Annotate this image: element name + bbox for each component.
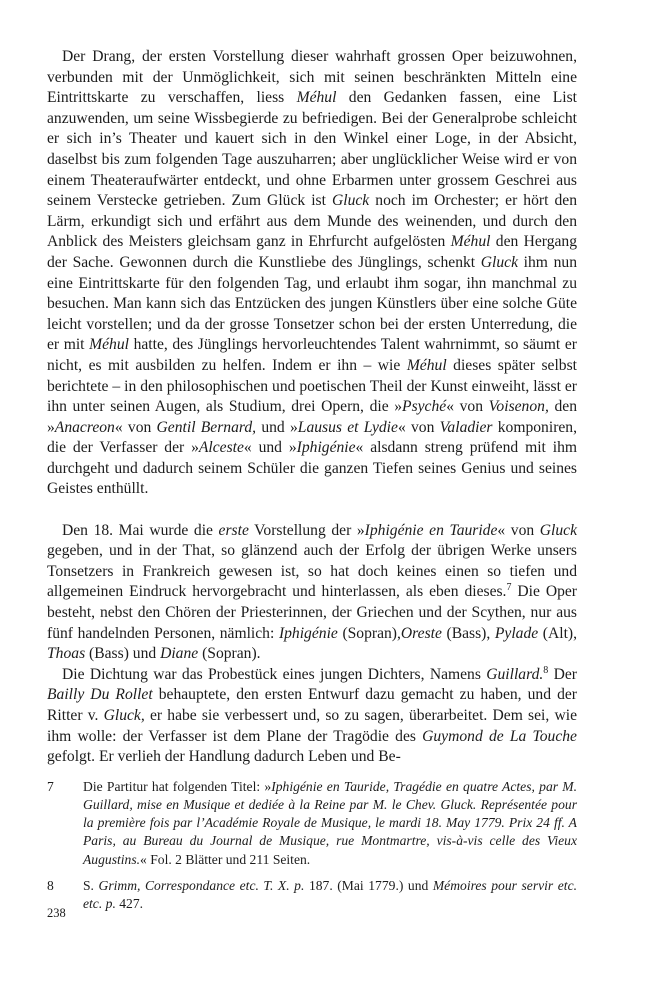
text-run: Die Dichtung war das Probestück eines jungen Dichters, Namens (62, 665, 487, 683)
footnote-ref: 8 (543, 664, 549, 676)
text-run: und » (256, 418, 298, 436)
italic-text: Iphigénie (296, 439, 356, 457)
text-run: (Alt), (538, 624, 577, 642)
italic-text: Voisenon, (488, 398, 549, 416)
text-run: « von (114, 418, 157, 436)
page-content (47, 47, 577, 921)
italic-text: Alceste (198, 439, 244, 457)
italic-text: Grimm, Correspondance etc. T. X. p. (98, 877, 305, 893)
text-run: « Fol. 2 Blätter und 211 Seiten. (140, 851, 311, 867)
footnote-text (83, 877, 577, 913)
text-run: Den 18. Mai wurde die (62, 521, 219, 539)
italic-text: Oreste (400, 624, 442, 642)
text-run: 427. (115, 896, 144, 911)
text-run: « alsdann streng prüfend mit ihm durchgeht und dadurch seinem Schüler die ganzen Tiefen seines Genius und seines Geistes enthüllt. (47, 439, 577, 498)
italic-text: Iphigénie en Tauride (364, 521, 498, 539)
italic-text: Iphigénie (278, 624, 338, 642)
text-run: (Sopran). (198, 645, 261, 663)
body-text (47, 47, 577, 768)
text-run: komponiren, die der Verfasser der » (47, 418, 577, 457)
italic-text: Méhul (406, 356, 447, 374)
italic-text: Guillard. (486, 665, 544, 683)
paragraph-premiere (47, 521, 577, 665)
text-run: 187. (Mai 1779.) und (304, 877, 433, 893)
paragraph-libretto (47, 665, 577, 768)
italic-text: Valadier (439, 418, 493, 436)
text-run: S. (83, 877, 99, 893)
text-run: den Hergang der Sache. Gewonnen durch die Kunstliebe des Jünglings, schenkt (47, 233, 578, 271)
footnote-number: 8 (47, 877, 54, 893)
italic-text: Gluck (480, 253, 519, 271)
text-run: Vorstellung der » (248, 521, 365, 539)
italic-text: Psyché (402, 398, 447, 416)
text-run: Der (548, 665, 577, 683)
text-run: (Bass), (441, 624, 495, 642)
italic-text: Guymond de La Touche (422, 727, 577, 745)
italic-text: Iphigénie en Tauride, Tragédie en quatre Actes, par M. Guillard, mise en Musique et dediée à la Reine par M. le Chev. Gluck. Représentée pour la première fois par l’Académie Royale de Musique, le mardi 18. May 1779. Prix 24 ff. A Paris, au Bureau du Journal de Musique, rue Montmartre, vis-à-vis celle des Vieux Augustins. (83, 778, 578, 867)
text-run: gegeben, und in der That, so glänzend auch der Erfolg der übrigen Werke unsers Tonsetzers in Frankreich gewesen ist, so hat doch keines einen so tiefen und allgemeinen Eindruck hervorgebracht und hinterlassen, als eben dieses. (47, 542, 577, 601)
footnote-8 (47, 877, 577, 913)
footnote-text (83, 778, 577, 869)
italic-text: Gluck (539, 521, 577, 539)
italic-text: Gluck (332, 192, 370, 210)
paragraph-gluck-mehul (47, 47, 577, 500)
text-run: « von (497, 521, 540, 539)
text-run: Der Drang, der ersten Vorstellung dieser wahrhaft grossen Oper beizuwohnen, verbunden mit der Unmöglichkeit, sich mit seinen beschränkten Mitteln eine Eintrittskarte zu verschaffen, liess (47, 48, 577, 107)
text-run: « von (397, 418, 440, 436)
text-run: er habe sie verbessert und, so zu sagen, überarbeitet. Dem sei, wie ihm wolle: der Verfasser ist dem Plane der Tragödie des (47, 707, 577, 745)
text-run: noch im Orchester; er hört den Lärm, erkundigt sich und erfährt aus dem Munde des weinenden, und durch den Anblick des Meisters gleichsam ganz in Ehrfurcht aufgelösten (47, 192, 577, 251)
text-run: den Gedanken fassen, eine List anzuwenden, um seine Wissbegierde zu befriedigen. Bei der Generalprobe schleicht er sich in’s Theater und kauert sich in den Winkel einer Loge, in der Absicht, daselbst bis zum folgenden Tage auszuharren; aber unglücklicher Weise wird er von einem Theateraufwärter entdeckt, und ohne Erbarmen unter grossem Geschrei aus seinem Verstecke getrieben. Zum Glück ist (47, 89, 577, 210)
italic-text: Thoas (47, 645, 86, 663)
text-run: den » (47, 398, 577, 436)
page-number: 238 (47, 906, 66, 920)
text-run: ihm nun eine Eintrittskarte für den folgenden Tag, und erlaubt ihm sogar, ihn manchmal zu besuchen. Man kann sich das Entzücken des jungen Künstlers über eine solche Güte leicht vorstellen; und da der grosse Tonsetzer schon bei der ersten Unterredung, die er mit (47, 253, 577, 354)
italic-text: Méhul (89, 336, 129, 354)
italic-text: Bailly Du Rollet (47, 686, 153, 704)
footnote-7 (47, 778, 577, 869)
text-run: behauptete, den ersten Entwurf dazu gemacht zu haben, und der Ritter v. (47, 686, 577, 724)
italic-text: Anacreon (54, 418, 115, 436)
text-run: (Sopran), (337, 624, 401, 642)
italic-text: Diane (160, 645, 199, 663)
italic-text: Gentil Bernard, (156, 418, 257, 436)
italic-text: erste (218, 521, 249, 539)
italic-text: Mémoires pour servir etc. etc. p. (83, 877, 578, 911)
text-run: hatte, des Jünglings hervorleuchtendes Talent wahrnimmt, so säumt er nicht, es mit ausbilden zu helfen. Indem er ihn – wie (47, 336, 577, 374)
text-run: « von (446, 398, 489, 416)
italic-text: Pylade (494, 624, 539, 642)
text-run: « und » (243, 439, 297, 457)
text-run: Die Partitur hat folgenden Titel: » (83, 778, 272, 794)
text-run: Die Oper besteht, nebst den Chören der Priesterinnen, der Griechen und der Scythen, nur aus fünf handelnden Personen, nämlich: (47, 583, 577, 642)
italic-text: Méhul (296, 89, 337, 107)
footnotes (47, 778, 577, 913)
footnote-ref: 7 (506, 582, 512, 594)
italic-text: Méhul (450, 233, 491, 251)
footnote-number: 7 (47, 778, 54, 794)
italic-text: Gluck, (103, 707, 145, 724)
italic-text: Lausus et Lydie (297, 418, 398, 436)
text-run: dieses später selbst berichtete – in den philosophischen und poetischen Theil der Kunst einweiht, lässt er ihn unter seinen Augen, als Studium, drei Opern, die » (47, 356, 577, 416)
text-run: (Bass) und (85, 645, 161, 663)
text-run: gefolgt. Er verlieh der Handlung dadurch Leben und Be- (47, 748, 401, 766)
